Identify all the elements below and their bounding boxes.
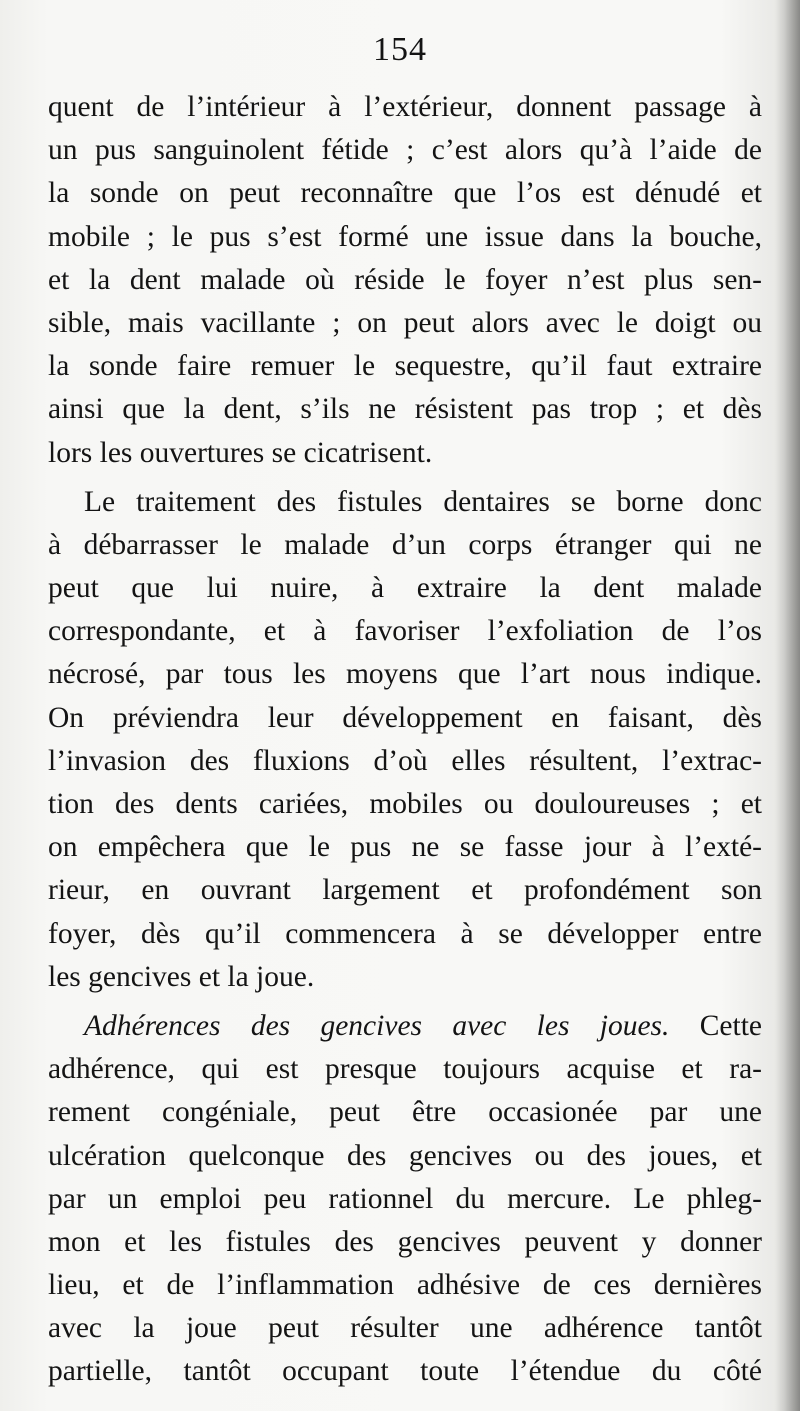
paragraph-1 xyxy=(48,86,762,475)
text-line: tion des dents cariées, mobiles ou douloureuses ; et xyxy=(48,788,762,820)
text-line: correspondante, et à favoriser l’exfoliation de l’os xyxy=(48,615,762,648)
text-line: les gencives et la joue. xyxy=(48,960,315,993)
text-line: avec la joue peut résulter une adhérence tantôt xyxy=(48,1312,762,1345)
text-line: la sonde on peut reconnaître que l’os est dénudé et xyxy=(48,177,762,210)
body-text xyxy=(48,86,762,1394)
text-line: l’invasion des fluxions d’où elles résultent, l’extrac- xyxy=(48,744,762,777)
text-fragment: Cette xyxy=(699,1009,762,1042)
text-line: rieur, en ouvrant largement et profondément son xyxy=(48,874,762,907)
paragraph-2 xyxy=(48,481,762,999)
text-line: à débarrasser le malade d’un corps étranger qui ne xyxy=(48,528,762,561)
page-edge-shadow xyxy=(774,0,800,1411)
text-line: On préviendra leur développement en faisant, dès xyxy=(48,701,762,734)
text-line: la sonde faire remuer le sequestre, qu’il faut extraire xyxy=(48,350,762,383)
paragraph-3 xyxy=(48,1005,762,1394)
text-line: partielle, tantôt occupant toute l’étendue du côté xyxy=(48,1355,762,1388)
text-line: adhérence, qui est presque toujours acquise et ra- xyxy=(48,1053,762,1086)
text-line: rement congéniale, peut être occasionée par une xyxy=(48,1096,762,1129)
text-line: ainsi que la dent, s’ils ne résistent pas trop ; et dès xyxy=(48,393,762,426)
section-heading: Adhérences des gencives avec les joues. xyxy=(84,1009,670,1042)
text-line: mon et les fistules des gencives peuvent y donner xyxy=(48,1225,762,1258)
text-line: sible, mais vacillante ; on peut alors avec le doigt ou xyxy=(48,306,762,339)
text-line xyxy=(48,1005,762,1048)
text-line: quent de l’intérieur à l’extérieur, donnent passage à xyxy=(48,91,762,123)
text-line: ulcération quelconque des gencives ou des joues, et xyxy=(48,1139,762,1172)
text-line: lors les ouvertures se cicatrisent. xyxy=(48,436,433,469)
text-line: peut que lui nuire, à extraire la dent malade xyxy=(48,572,762,605)
text-line: nécrosé, par tous les moyens que l’art nous indique. xyxy=(48,658,762,691)
text-line: un pus sanguinolent fétide ; c’est alors qu’à l’aide de xyxy=(48,134,762,167)
text-line: mobile ; le pus s’est formé une issue dans la bouche, xyxy=(48,220,762,253)
text-line: lieu, et de l’inflammation adhésive de ces dernières xyxy=(48,1269,762,1302)
text-line: on empêchera que le pus ne se fasse jour à l’exté- xyxy=(48,831,762,864)
text-line: Le traitement des fistules dentaires se borne donc xyxy=(84,485,762,518)
text-line: par un emploi peu rationnel du mercure. Le phleg- xyxy=(48,1182,762,1215)
page-number: 154 xyxy=(373,31,427,68)
text-line: foyer, dès qu’il commencera à se développer entre xyxy=(48,917,762,950)
text-line: et la dent malade où réside le foyer n’est plus sen- xyxy=(48,263,762,296)
